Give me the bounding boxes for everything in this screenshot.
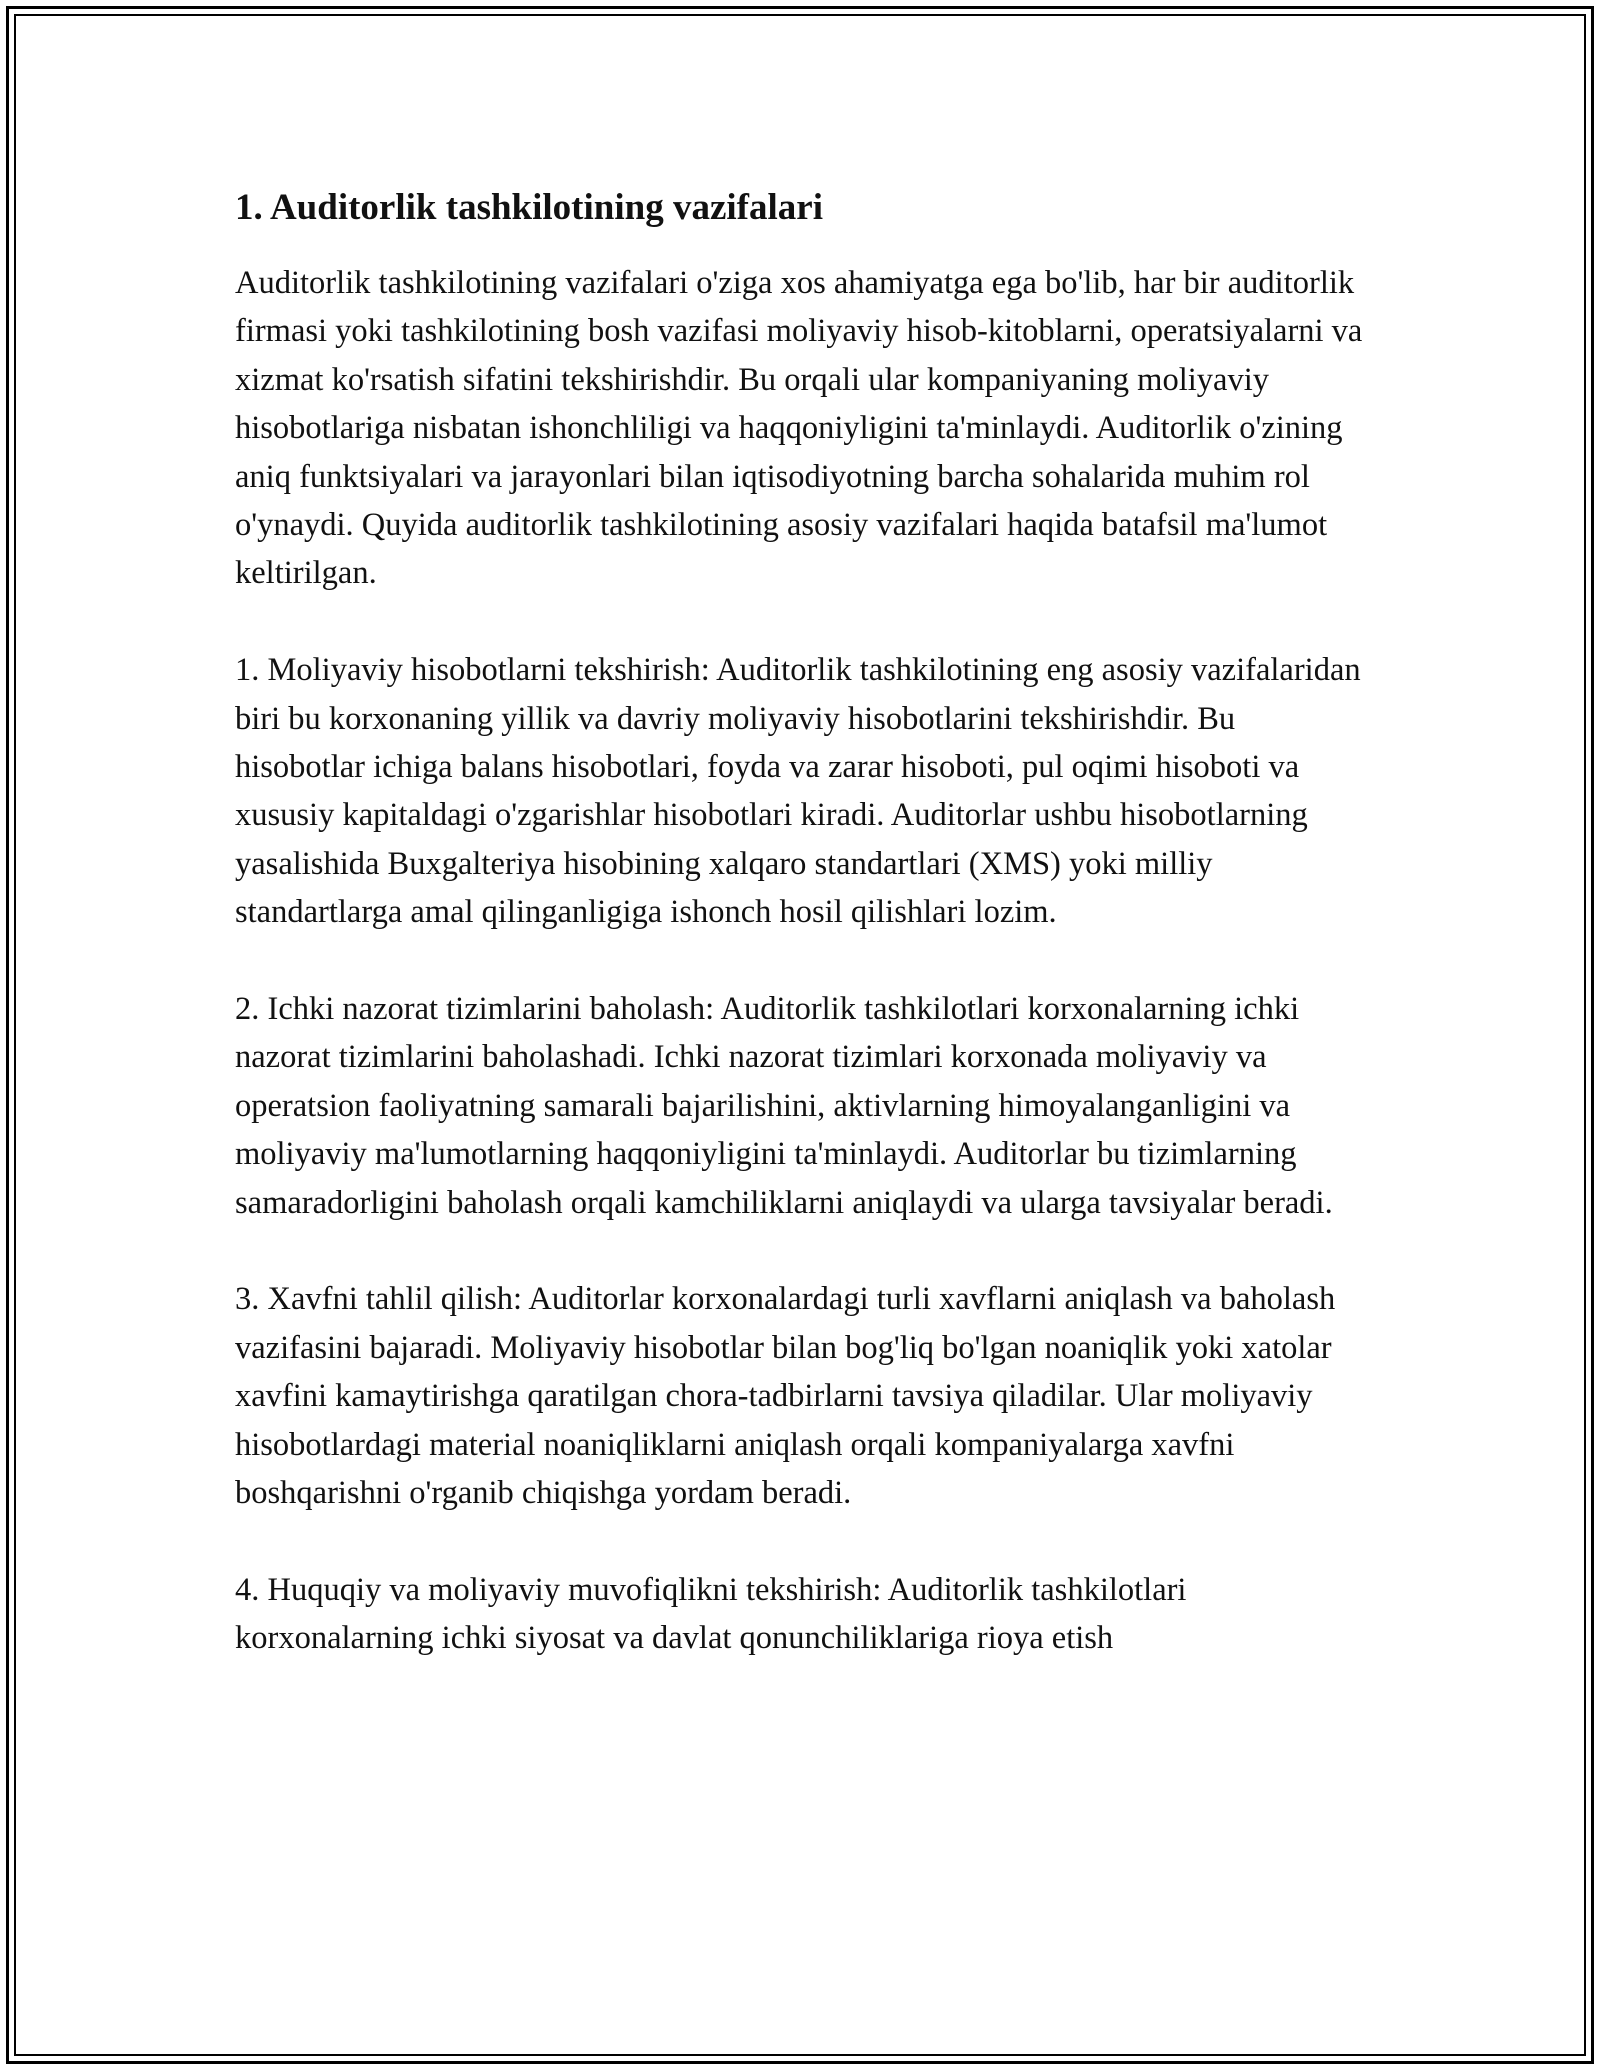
paragraph-compliance: 4. Huquqiy va moliyaviy muvofiqlikni tekshirish: Auditorlik tashkilotlari korxonalarning ichki siyosat va davlat qonunchiliklariga rioya etish — [235, 1571, 1187, 1657]
intro-paragraph: Auditorlik tashkilotining vazifalari o'ziga xos ahamiyatga ega bo'lib, har bir auditorlik firmasi yoki tashkilotining bosh vazifasi moliyaviy hisob-kitoblarni, operatsiyalarni va xizmat ko'rsatish sifatini tekshirishdir. Bu orqali ular kompaniyaning moliyaviy hisobotlariga nisbatan ishonchliligi va haqqoniyligini ta'minlaydi. Auditorlik o'zining aniq funktsiyalari va jarayonlari bilan iqtisodiyotning barcha sohalarida muhim rol o'ynaydi. Quyida auditorlik tashkilotining asosiy vazifalari haqida batafsil ma'lumot keltirilgan. — [235, 265, 1363, 592]
document-title: 1. Auditorlik tashkilotining vazifalari — [235, 187, 823, 228]
paragraph-risk-analysis: 3. Xavfni tahlil qilish: Auditorlar korxonalardagi turli xavflarni aniqlash va baholash vazifasini bajaradi. Moliyaviy hisobotlar bilan bog'liq bo'lgan noaniqlik yoki xatolar xavfini kamaytirishga qaratilgan chora-tadbirlarni tavsiya qiladilar. Ular moliyaviy hisobotlardagi material noaniqliklarni aniqlash orqali kompaniyalarga xavfni boshqarishni o'rganib chiqishga yordam beradi. — [235, 1281, 1336, 1512]
paragraph-internal-control: 2. Ichki nazorat tizimlarini baholash: Auditorlik tashkilotlari korxonalarning ichki nazorat tizimlarini baholashadi. Ichki nazorat tizimlari korxonada moliyaviy va operatsion faoliyatning samarali bajarilishini, aktivlarning himoyalanganligini va moliyaviy ma'lumotlarning haqqoniyligini ta'minlaydi. Auditorlar bu tizimlarning samaradorligini baholash orqali kamchiliklarni aniqlaydi va ularga tavsiyalar beradi. — [235, 991, 1333, 1221]
paragraph-financial-statements: 1. Moliyaviy hisobotlarni tekshirish: Auditorlik tashkilotining eng asosiy vazifalaridan biri bu korxonaning yillik va davriy moliyaviy hisobotlarini tekshirishdir. Bu hisobotlar ichiga balans hisobotlari, foyda va zarar hisoboti, pul oqimi hisoboti va xususiy kapitaldagi o'zgarishlar hisobotlari kiradi. Auditorlar ushbu hisobotlarning yasalishida Buxgalteriya hisobining xalqaro standartlari (XMS) yoki milliy standartlarga amal qilinganligiga ishonch hosil qilishlari lozim. — [235, 652, 1361, 931]
document-body — [235, 185, 1365, 1711]
